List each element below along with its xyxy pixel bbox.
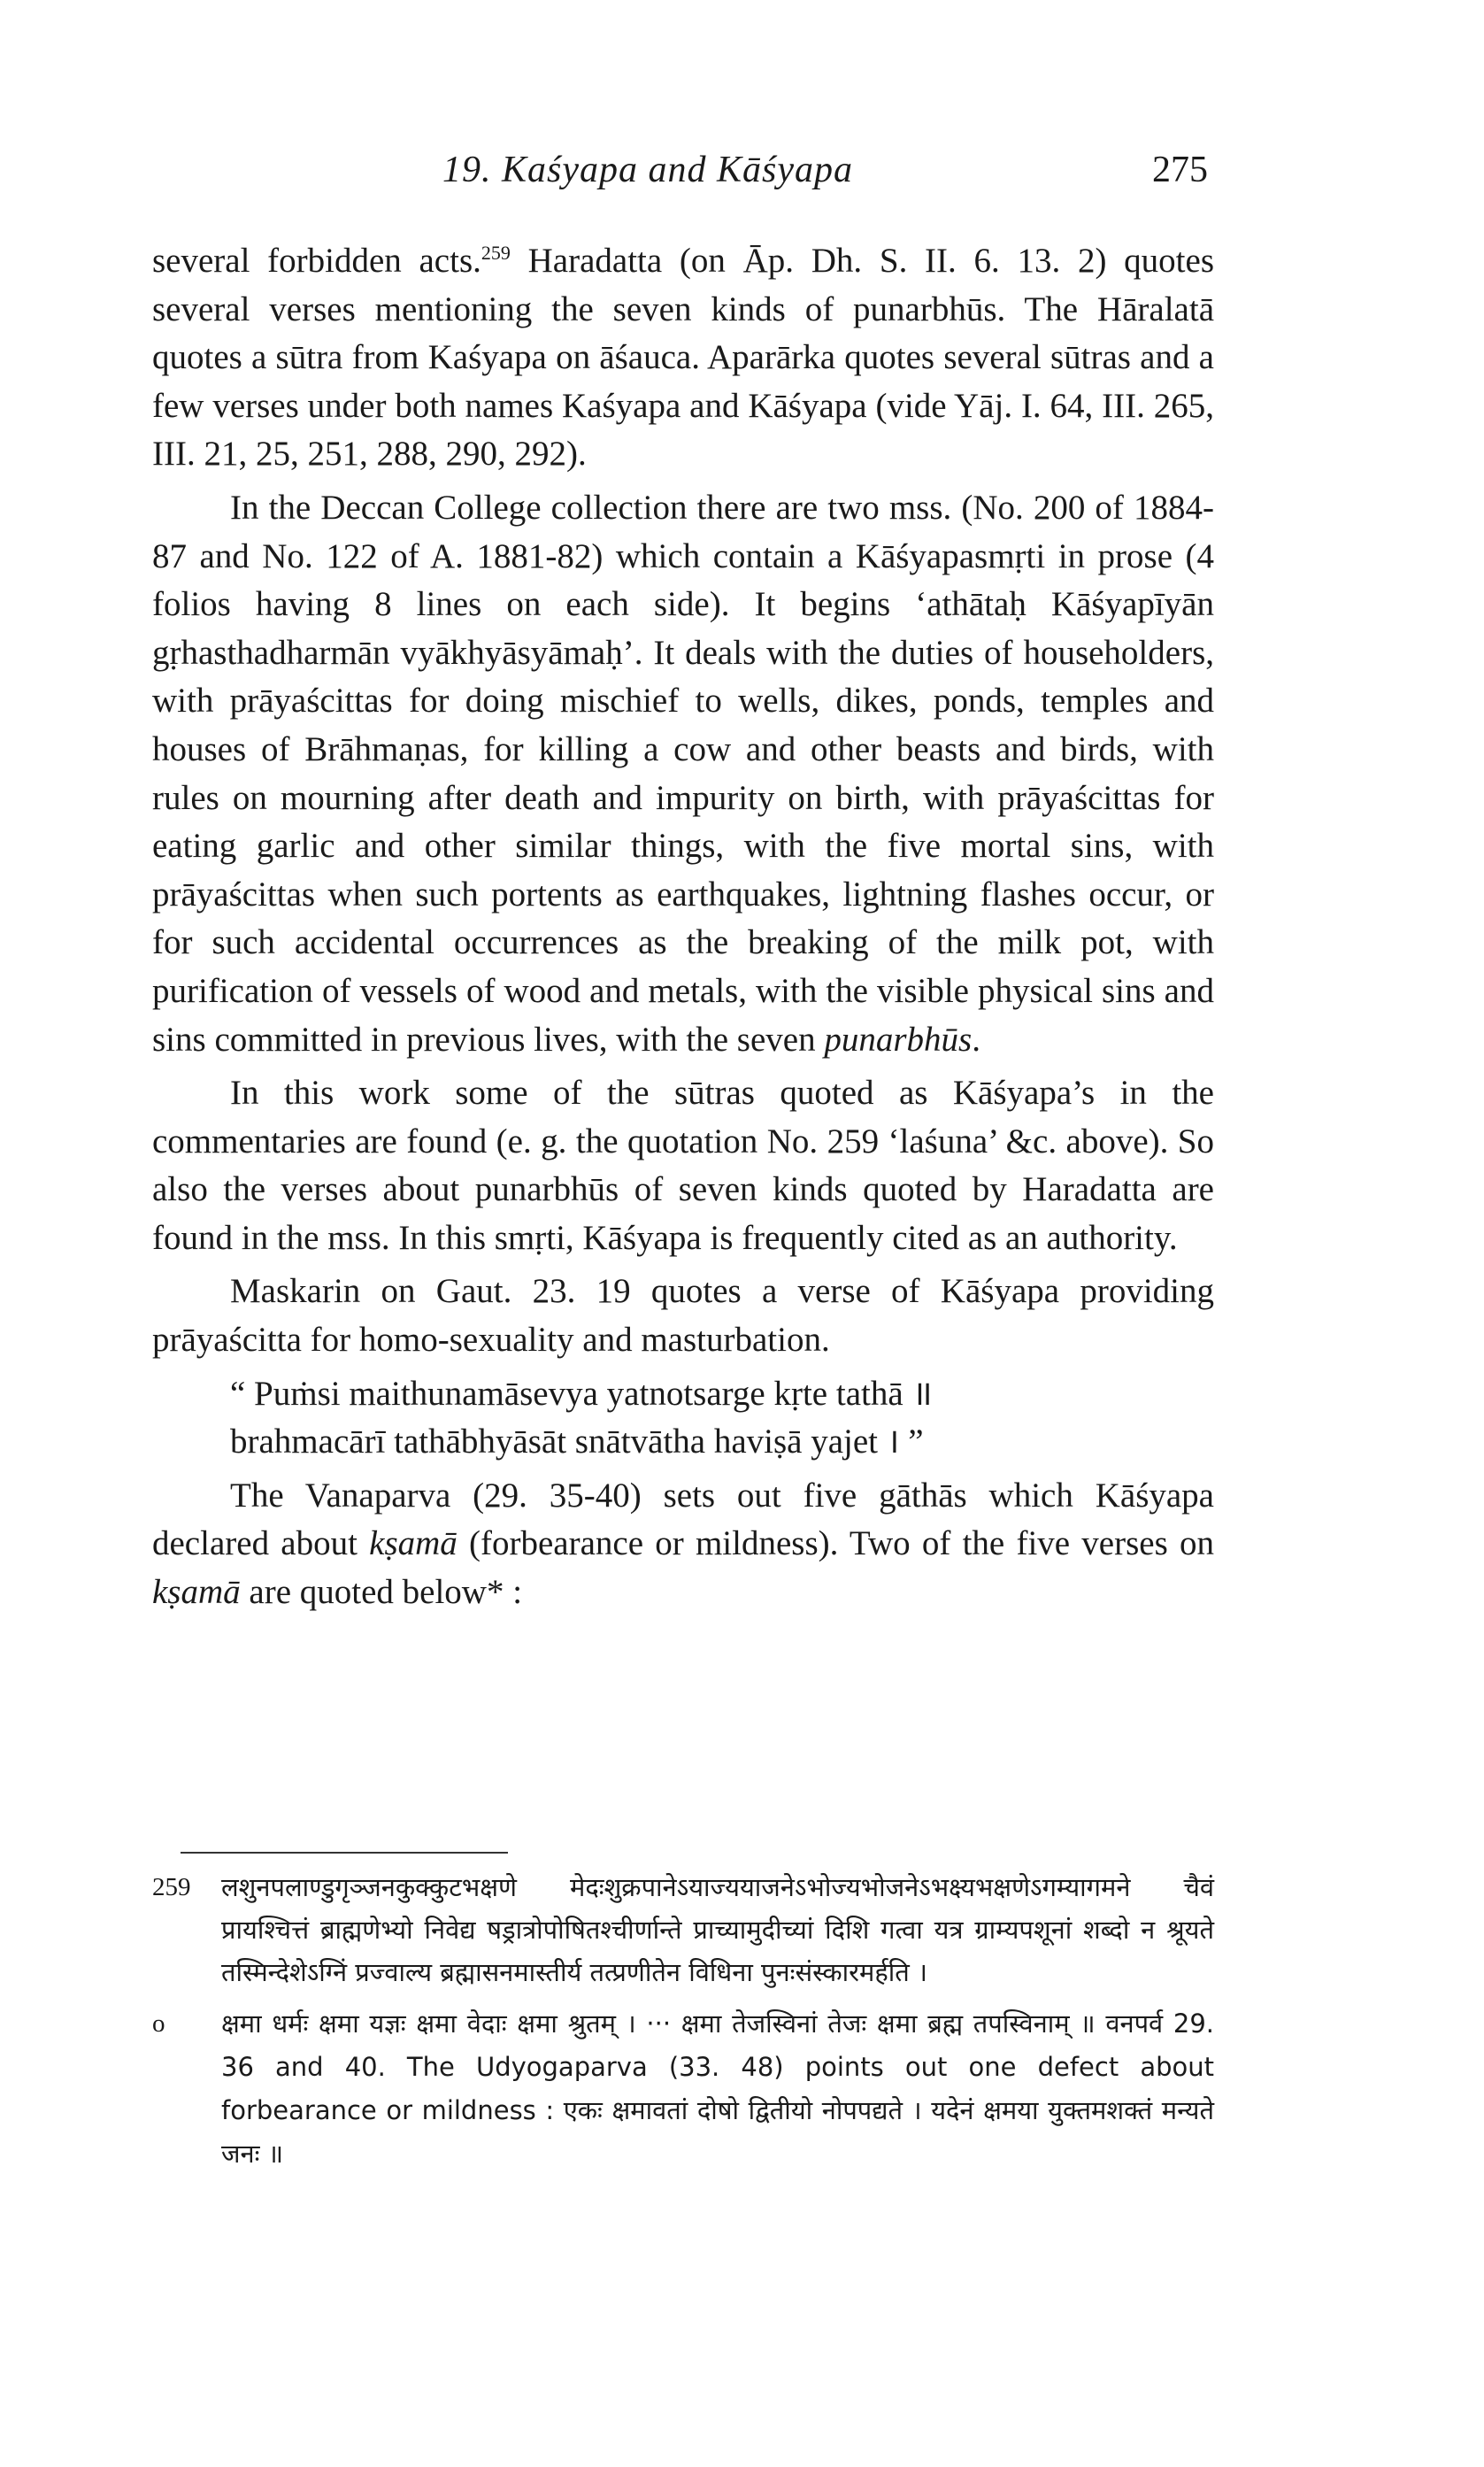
paragraph-5-text-a: The Vanaparva (29. 35-40) sets out five gāthās which Kāśyapa declared about (152, 1476, 1214, 1563)
paragraph-1-text-a: several forbidden acts. (152, 242, 481, 280)
paragraph-2-italic-term: punarbhūs (824, 1020, 973, 1059)
footnote-259 (152, 1866, 1214, 1993)
footnote-259-label: 259 (152, 1873, 191, 1901)
footnote-reference-259: 259 (481, 242, 511, 264)
footnote-259-text: लशुनपलाण्डुगृञ्जनकुक्कुटभक्षणे मेदःशुक्रपानेऽयाज्ययाजनेऽभोज्यभोजनेऽभक्ष्यभक्षणेऽगम्यागमने चैवं प्रायश्चित्तं ब्राह्मणेभ्यो निवेद्य षड्रात्रोपोषितश्चीर्णान्ते प्राच्यामुदीच्यां दिशि गत्वा यत्र ग्राम्यपशूनां शब्दो न श्रूयते तस्मिन्देशेऽग्निं प्रज्वाल्य ब्रह्मासनमास्तीर्य तत्प्रणीतेन विधिना पुनःसंस्कारमर्हति । (221, 1872, 1214, 1987)
verse-line-2: brahmacārī tathābhyāsāt snātvātha haviṣā yajet । ” (230, 1422, 924, 1461)
paragraph-3: In this work some of the sūtras quoted as Kāśyapa’s in the commentaries are found (e. g. the quotation No. 259 ‘laśuna’ &c. above). So also the verses about punarbhūs of seven kinds quoted by Haradatta are found in the mss. In this smṛti, Kāśyapa is frequently cited as an authority. (152, 1074, 1214, 1257)
verse-line-1: “ Puṁsi maithunamāsevya yatnotsarge kṛte tathā ॥ (230, 1374, 933, 1413)
paragraph-1 (152, 237, 1214, 479)
footnote-divider (181, 1852, 508, 1854)
paragraph-4: Maskarin on Gaut. 23. 19 quotes a verse of Kāśyapa providing prāyaścitta for homo-sexuality and masturbation. (152, 1272, 1214, 1360)
footnote-star-text-b: एकः क्षमावतां दोषो द्वितीयो नोपपद्यते । यदेनं क्षमया युक्तमशक्तं मन्यते जनः ॥ (221, 2095, 1214, 2169)
running-title: 19. Kaśyapa and Kāśyapa (442, 150, 853, 190)
page-number: 275 (1152, 150, 1208, 190)
paragraph-5-text-b: (forbearance or mildness). Two of the five verses on (457, 1524, 1214, 1563)
footnote-star-body (221, 2002, 1214, 2176)
paragraph-5-italic-2: kṣamā (152, 1573, 241, 1612)
paragraph-2-text-a: In the Deccan College collection there are two mss. (No. 200 of 1884-87 and No. 122 of A. 1881-82) which contain a Kāśyapasmṛti in prose (4 folios having 8 lines on each side). It begins ‘athātaḥ Kāśyapīyān gṛhasthadharmān vyākhyāsyāmaḥ’. It deals with the duties of householders, with prāyaścittas for doing mischief to wells, dikes, ponds, temples and houses of Brāhmaṇas, for killing a cow and other beasts and birds, with rules on mourning after death and impurity on birth, with prāyaścittas for eating garlic and other similar things, with the five mortal sins, with prāyaścittas when such portents as earthquakes, lightning flashes occur, or for such accidental occurrences as the breaking of the milk pot, with purification of vessels of wood and metals, with the visible physical sins and sins committed in previous lives, with the seven (152, 488, 1214, 1059)
paragraph-5 (152, 1472, 1214, 1617)
footnote-star-text-a: क्षमा धर्मः क्षमा यज्ञः क्षमा वेदाः क्षमा श्रुतम् । ··· क्षमा तेजस्विनां तेजः क्षमा ब्रह्म तपस्विनाम् ॥ वनपर्व 29. 36 and 40. The Udyogaparva (33. 48) points out one defect about forbearance or mildness : (221, 2008, 1214, 2125)
footnotes (152, 1866, 1214, 2185)
paragraph-5-text-c: are quoted below* : (240, 1573, 523, 1612)
footnote-star-label: o (152, 2009, 165, 2038)
paragraph-2-text-b: . (972, 1020, 980, 1059)
paragraph-5-italic-1: kṣamā (369, 1524, 458, 1563)
main-text (152, 237, 1214, 1623)
paragraph-2 (152, 484, 1214, 1064)
quoted-verse (230, 1370, 1214, 1467)
page-header (0, 149, 1484, 211)
paragraph-1-text-b: Haradatta (on Āp. Dh. S. II. 6. 13. 2) quotes several verses mentioning the seven kinds of punarbhūs. The Hāralatā quotes a sūtra from Kaśyapa on āśauca. Aparārka quotes several sūtras and a few verses under both names Kaśyapa and Kāśyapa (vide Yāj. I. 64, III. 265, III. 21, 25, 251, 288, 290, 292). (152, 242, 1214, 474)
footnote-star (152, 2002, 1214, 2176)
